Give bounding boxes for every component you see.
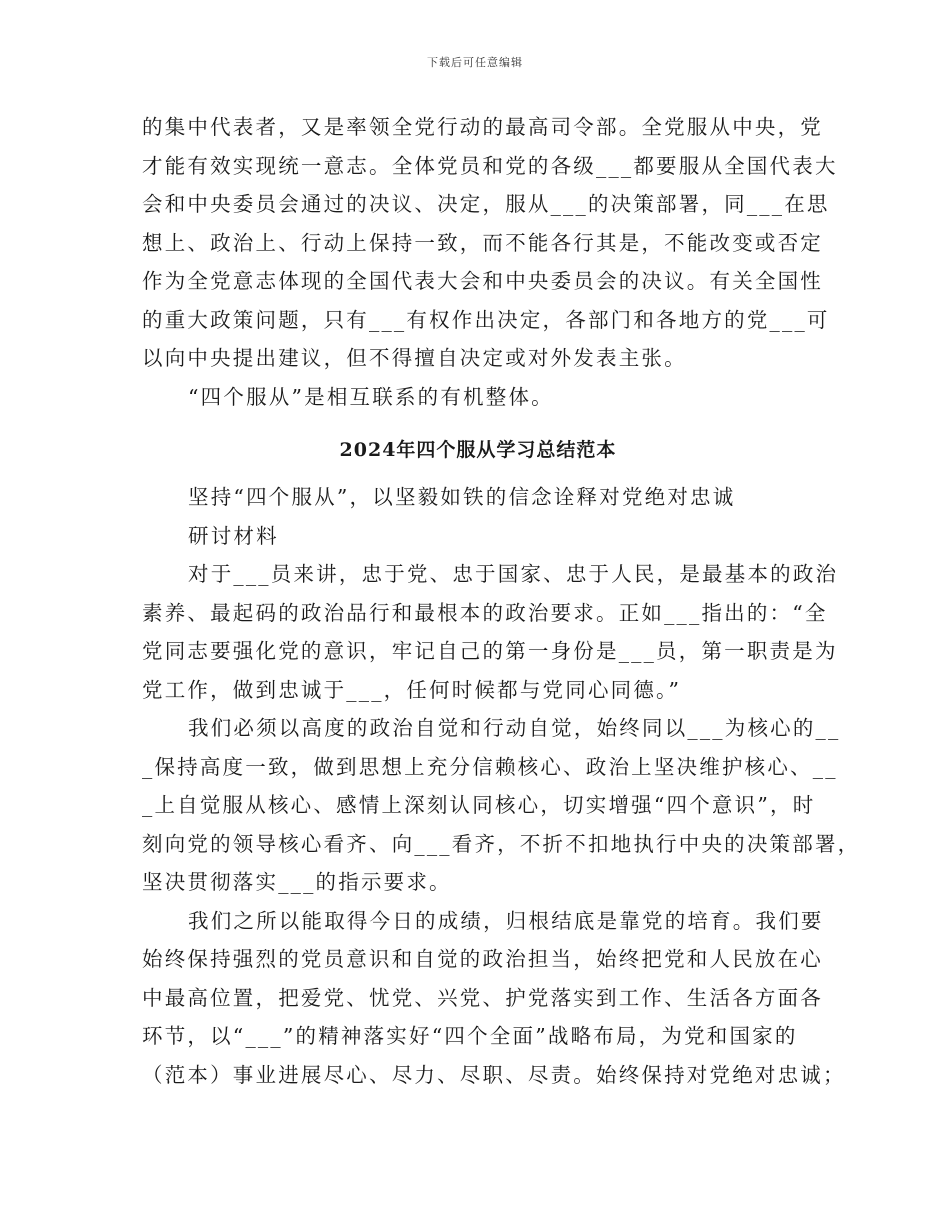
text-line: 会和中央委员会通过的决议、决定，服从___的决策部署，同___在思 xyxy=(142,192,830,216)
text-line: _保持高度一致，做到思想上充分信赖核心、政治上坚决维护核心、__ xyxy=(142,754,838,779)
text-line: 党同志要强化党的意识，牢记自己的第一身份是___员，第一职责是为 xyxy=(142,639,838,663)
text-line: 的重大政策问题，只有___有权作出决定，各部门和各地方的党___可 xyxy=(142,307,830,332)
section1-closing xyxy=(142,378,814,417)
text-line: _上自觉服从核心、感情上深刻认同核心，切实增强“四个意识”，时 xyxy=(142,793,816,817)
text-line: 环节，以“___”的精神落实好“四个全面”战略布局，为党和国家的 xyxy=(142,1024,798,1048)
text-line: 素养、最起码的政治品行和最根本的政治要求。正如___指出的：“全 xyxy=(142,600,828,625)
text-line: “四个服从”是相互联系的有机整体。 xyxy=(188,384,554,409)
text-line: 刻向党的领导核心看齐、向___看齐，不折不扣地执行中央的决策部署， xyxy=(142,831,861,856)
text-line: 我们必须以高度的政治自觉和行动自觉，始终同以___为核心的__ xyxy=(188,716,841,740)
text-line: 想上、政治上、行动上保持一致，而不能各行其是，不能改变或否定 xyxy=(142,230,823,255)
text-line: 才能有效实现统一意志。全体党员和党的各级___都要服从全国代表大 xyxy=(142,153,838,178)
paragraph-3 xyxy=(142,902,846,1095)
paragraph-2 xyxy=(142,709,861,902)
text-line: 以向中央提出建议，但不得擅自决定或对外发表主张。 xyxy=(142,346,687,370)
subtitle-line: 坚持“四个服从”，以坚毅如铁的信念诠释对党绝对忠诚 xyxy=(188,485,736,509)
text-line: 中最高位置，把爱党、忧党、兴党、护党落实到工作、生活各方面各 xyxy=(142,985,823,1010)
text-line: 始终保持强烈的党员意识和自觉的政治担当，始终把党和人民放在心 xyxy=(142,947,823,971)
section1-paragraph xyxy=(142,108,838,378)
text-line: 对于___员来讲，忠于党、忠于国家、忠于人民，是最基本的政治 xyxy=(188,562,839,586)
page-header-note: 下载后可任意编辑 xyxy=(427,56,523,69)
text-line: 的集中代表者，又是率领全党行动的最高司令部。全党服从中央，党 xyxy=(142,115,823,139)
paragraph-1 xyxy=(142,555,839,709)
subtitle-line: 研讨材料 xyxy=(188,523,279,548)
text-line: 党工作，做到忠诚于___，任何时候都与党同心同德。” xyxy=(142,677,682,702)
text-line: 作为全党意志体现的全国代表大会和中央委员会的决议。有关全国性 xyxy=(142,269,823,293)
text-line: （范本）事业进展尽心、尽力、尽职、尽责。始终保持对党绝对忠诚； xyxy=(142,1062,846,1087)
subtitle-block xyxy=(142,478,814,555)
text-line: 我们之所以能取得今日的成绩，归根结底是靠党的培育。我们要 xyxy=(188,908,824,933)
document-title: 2024年四个服从学习总结范本 xyxy=(339,439,617,461)
document-body xyxy=(142,108,861,1094)
text-line: 坚决贯彻落实___的指示要求。 xyxy=(142,870,452,894)
